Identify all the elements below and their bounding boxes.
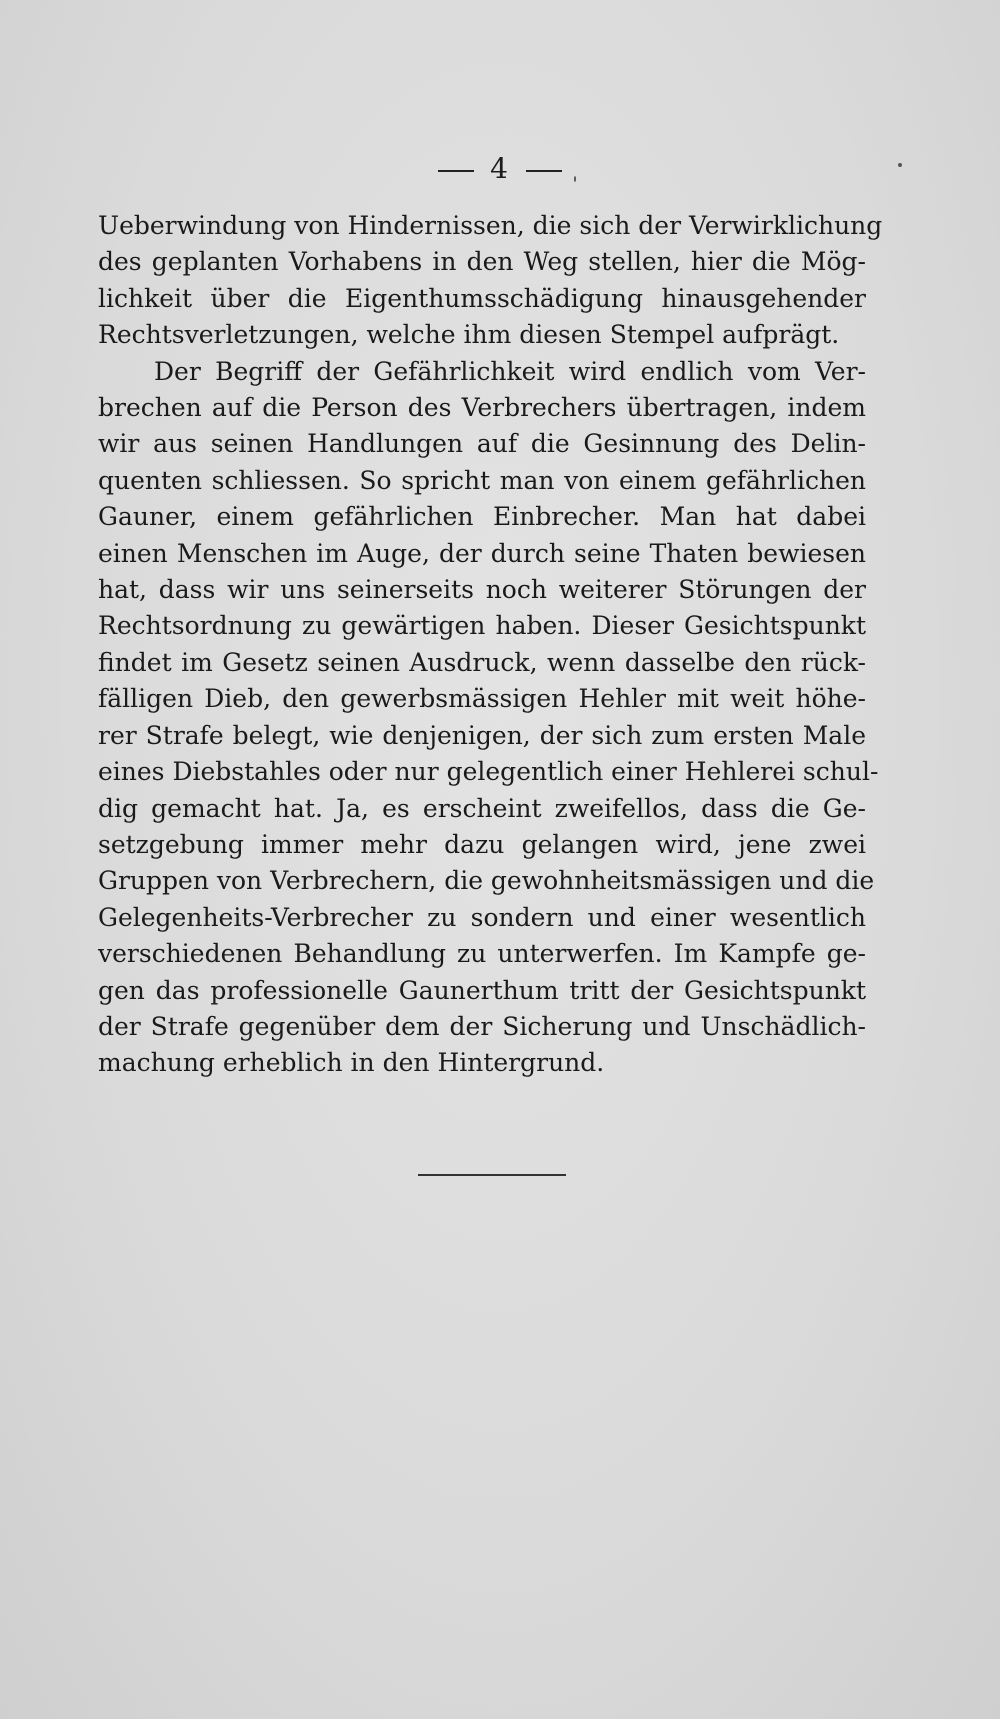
text-line: findet im Gesetz seinen Ausdruck, wenn dasselbe den rück-: [98, 647, 866, 677]
text-line: Gelegenheits-Verbrecher zu sondern und einer wesentlich: [98, 902, 866, 932]
text-line: fälligen Dieb, den gewerbsmässigen Hehler mit weit höhe-: [98, 684, 866, 714]
page-number-header: [0, 152, 1000, 185]
text-line: Rechtsverletzungen, welche ihm diesen Stempel aufprägt.: [98, 320, 840, 350]
text-line: setzgebung immer mehr dazu gelangen wird, jene zwei: [98, 829, 866, 859]
text-line: Rechtsordnung zu gewärtigen haben. Dieser Gesichtspunkt: [98, 611, 866, 641]
text-line: dig gemacht hat. Ja, es erscheint zweifellos, dass die Ge-: [98, 793, 866, 823]
paper-speck: [898, 163, 902, 167]
text-line: wir aus seinen Handlungen auf die Gesinnung des Delin-: [98, 429, 866, 459]
text-line: rer Strafe belegt, wie denjenigen, der sich zum ersten Male: [98, 720, 866, 750]
text-line: gen das professionelle Gaunerthum tritt der Gesichtspunkt: [98, 975, 866, 1005]
text-line: Gauner, einem gefährlichen Einbrecher. Man hat dabei: [98, 502, 866, 532]
page-number: 4: [490, 152, 510, 185]
text-line: quenten schliessen. So spricht man von einem gefährlichen: [98, 465, 866, 495]
text-line: Ueberwindung von Hindernissen, die sich der Verwirklichung: [98, 211, 883, 240]
paper-speck: [574, 176, 576, 182]
text-line: verschiedenen Behandlung zu unterwerfen. Im Kampfe ge-: [98, 939, 866, 969]
text-line: hat, dass wir uns seinerseits noch weiterer Störungen der: [98, 575, 866, 605]
text-line: lichkeit über die Eigenthumsschädigung hinausgehender: [98, 283, 866, 313]
section-end-rule: [418, 1174, 566, 1176]
paragraph-start-line: Der Begriff der Gefährlichkeit wird endlich vom Ver-: [154, 356, 866, 386]
left-dash: [438, 170, 474, 172]
text-line: einen Menschen im Auge, der durch seine Thaten bewiesen: [98, 538, 866, 568]
text-line: Gruppen von Verbrechern, die gewohnheitsmässigen und die: [98, 866, 875, 896]
text-line: des geplanten Vorhabens in den Weg stellen, hier die Mög-: [98, 247, 866, 277]
text-line: eines Diebstahles oder nur gelegentlich einer Hehlerei schul-: [98, 757, 879, 787]
text-line: brechen auf die Person des Verbrechers übertragen, indem: [98, 393, 866, 423]
text-line: der Strafe gegenüber dem der Sicherung und Unschädlich-: [98, 1011, 866, 1041]
body-text: [98, 208, 883, 1082]
right-dash: [526, 170, 562, 172]
text-line: machung erheblich in den Hintergrund.: [98, 1048, 605, 1078]
